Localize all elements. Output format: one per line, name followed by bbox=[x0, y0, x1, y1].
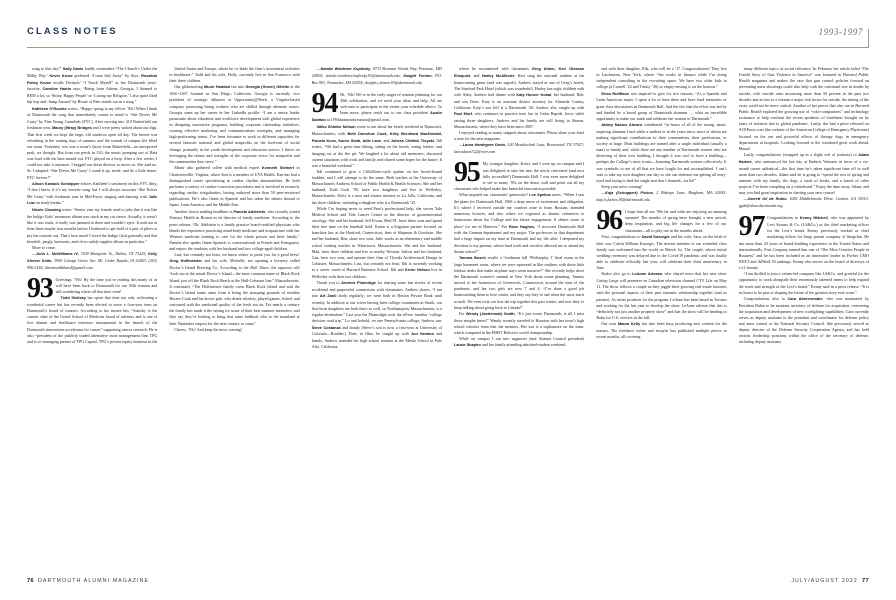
body-text: for sharing some fun stories of recent accidental and purposeful connections with classmates. Andrew shares, “I ran into bbox=[311, 280, 442, 299]
body-text: fairly regularly; we were both in Boston Private Bank until recently. In addition to our wives having been college roommates at Smith, our first-born daughters are both there as well, so Northampton, Massachusetts, is a regular destination.” Last year the Plumridges took the all-too familiar “college decision road trip.” Lo and behold, on one Pennsylvania college, Andrew saw bbox=[311, 293, 442, 324]
body-text: , and bbox=[470, 72, 482, 78]
italic-text: Harvard Public Health bbox=[738, 72, 869, 84]
body-text: Greetings, ’93s! By the time you’re reading this many of us will have been back to Dartmouth for our 30th reunion and still wondering where all that time went! bbox=[55, 276, 158, 295]
paragraph bbox=[312, 206, 442, 280]
body-text: at the ASU+GSV Summit in San Diego, California. Georgia is currently vice president of strategic alliances at Opportunity@Work, a Virginia-based company promoting hiring workers who are skilled through alternate routes. Georgia sums up her career in her LinkedIn profile: “I am a senior leader passionate about education and workforce development with global experience in designing innovative programs, building corporate citizenship initiatives, creating effective marketing and communications strategies, and managing high-performing teams. I’ve been fortunate to work in different capacities for several fantastic national and global nonprofits on the forefront of social change, primarily in the youth development and education sectors. I thrive on leveraging the talents and strengths of the corporate sector for nonprofits and the communities they serve.” bbox=[169, 84, 300, 164]
paragraph bbox=[739, 152, 869, 196]
classmate-name: Laurie Shapiro bbox=[453, 343, 481, 348]
paragraph bbox=[312, 280, 442, 350]
page-footer bbox=[27, 572, 869, 584]
paragraph bbox=[739, 296, 869, 346]
italic-text: Fast Company bbox=[764, 246, 789, 252]
body-text: magazine and makes the case that gun control policies focused on preventing mass shootings could also help curb the continued rise in deaths by suicide; with suicide rates increasing more than 30 percent in the past two decades and access to a firearm a major risk factor for suicide, the timing of the essay could not be more critical. Another of her pieces that also ran in bbox=[738, 78, 869, 108]
body-text: United States and Europe, where he co-leads the firm’s investment activities in healthcare.” Todd and his wife, Holly, currently live in San Francisco with their three children. bbox=[169, 66, 300, 84]
class-year-numeral: 93 bbox=[27, 272, 53, 304]
body-text: recalls Divinyls’ “I Touch Myself” as her Dartmouth years’ favorite. bbox=[27, 79, 158, 92]
paragraph bbox=[454, 130, 584, 142]
classmate-name: Rosalind Fahey Kruse bbox=[27, 73, 158, 85]
classmate-name: —John L. McWilliams IV bbox=[32, 251, 78, 256]
classmate-name: Kathleen O’Rourke bbox=[32, 106, 67, 111]
running-head-tick bbox=[868, 29, 869, 48]
classmate-name: Alison Kowack Schnipper bbox=[32, 181, 80, 186]
body-text: named him one of “The Most Creative People in Business” and he has been included as an innovative leader in bbox=[738, 246, 869, 258]
body-text: Congratulations to bbox=[767, 215, 800, 221]
body-text: Cheers, ’93s! And keep the news coming! bbox=[174, 326, 243, 332]
body-text: in Charlottesville, Virginia, where Ken is a member of UVA Health. Ken has had a distinguished career specializing in cardiac rhythm abnormalities. He both performs a variety of cardiac-correction procedures and is involved in research, regarding cardiac irregularities, having authored more than 50 peer-reviewed publications. He’s also fluent in Spanish and has taken his talents abroad to Spain, Latin America, and the Middle East. bbox=[169, 164, 300, 208]
classmate-name: LeAnne Arteaza bbox=[632, 272, 662, 277]
classmate-name: Adam Harbee bbox=[738, 152, 869, 164]
classmate-name: Austin Sadrian bbox=[311, 111, 442, 123]
body-text: Ildi continued to give a CliffsNotes-style update on her beach-bound buddies, and I will attempt to do the same. Beth teaches at the University of Massachusetts Amherst School of Public Health & Health Sciences. She and her husband, Todd Cook ’95, have two daughters and live in Wellesley, Massachusetts. Kiley is a trust and estates attorney in La Jolla, California, and has three children, including a daughter who is a Dartmouth ’25. bbox=[311, 168, 442, 205]
paragraph bbox=[169, 84, 299, 165]
body-text: , and bbox=[381, 137, 391, 143]
class-secretary-contact bbox=[27, 251, 157, 271]
body-text: and his wife, Sara, on the birth of their son, Calvin William Kasregis. The newest member of our extended class family was welcomed into the world on March 1st. The couple, whose initial wedding ceremony was delayed due to the Covid-19 pandemic and was finally able to celebrate officially last year, will celebrate their third anniversary in June. bbox=[596, 233, 727, 271]
paragraph bbox=[596, 66, 726, 91]
body-text: For bbox=[458, 310, 466, 316]
body-text: ran into bbox=[230, 84, 246, 90]
body-text: I hope that all our ’96s far and wide are enjoying an amazing summer! The months of spring have brought a new arrival, deep inspiration, and big life changes for a few of our classmates—all to play out in the months ahead. bbox=[624, 209, 727, 233]
classmate-name: Cara Abercrombie bbox=[787, 296, 823, 301]
body-text: was inspired to give for two reasons, “As a Spanish and Latin American major, I spent a lot of time there and have fond memories of great class discussions in Dartmouth Hall. And the fact that the effort was led by and funded by a broad group of Dartmouth alumnae … what an incredible opportunity to make our mark and celebrate the women of Dartmouth.” bbox=[596, 90, 727, 121]
body-text: I enjoyed reading so many snippets about classmates. Please share your brief a note for the next magazine. bbox=[453, 130, 585, 142]
italic-text: , 1082 Middlebrooke Drive, Canton, GA 30115; ggdr@alum.dartmouth.org bbox=[738, 196, 869, 209]
class-year-section bbox=[311, 87, 442, 351]
body-text: CMO NEXT and bbox=[738, 252, 869, 264]
italic-text: , 2 Bishops Lane, Bingham, MA 02043; kaja.h.fackes.95@dartmouth.edu bbox=[596, 190, 727, 203]
body-text: 50 rankings. Kenny also serves on the board of directors of e.l.f. beauty. bbox=[738, 258, 869, 271]
classmate-name: Andrew Plumridge bbox=[341, 281, 376, 286]
paragraph bbox=[27, 295, 157, 345]
paragraph bbox=[169, 66, 299, 84]
paragraph bbox=[169, 209, 299, 253]
body-text: has also been busy producing new content for the masses. The freelance writer and essayist has published multiple pieces in recent months, all covering bbox=[596, 321, 727, 340]
body-text: While on campus I ran into supporter (and Alumni Council president) bbox=[458, 336, 585, 342]
folio-right: 77 bbox=[861, 578, 869, 584]
body-text: , who announced his last day at Enduris Ventures in favor of a six-month career sabbatical—the first time he’s taken significant time off in well more than two decades. Adam said he is going to “spend the rest of spring and summer with my family, the dogs, a stack of books, and a bunch of other projects I’ve been compiling on a whiteboard.” Enjoy the time away, Adam, and may you find great inspiration in charting your new course! bbox=[738, 158, 869, 196]
text-column bbox=[739, 66, 869, 558]
class-secretary-contact bbox=[739, 196, 869, 209]
body-text: Lastly, congratulations (wrapped up in a slight veil of jealousy) to bbox=[743, 151, 859, 157]
classmate-name: Kevin Nelson bbox=[405, 268, 430, 273]
body-text: wrote: “Senior year my friends used to joke that it was like the Indigo Girls’ enormous album was stuck in my car stereo. Actually, it wasn’t like it was stuck, it really was jammed in there and wouldn’t eject. It took me at least three maybe four months before I bothered to get hold of a pair of pliers to pry the cassette out. That’s how much I loved the Indigo Girls generally and that heartfelt, jangly, harmonic, and oh-so-subtly-sapphic album in particular.” bbox=[27, 207, 158, 244]
text-column bbox=[169, 66, 299, 558]
italic-text: , 520 Meadowlark Lane, Brentwood, TN 37027; lauradavis722@veer.com bbox=[453, 142, 585, 155]
paragraph bbox=[27, 106, 157, 181]
class-year-numeral: 94 bbox=[311, 87, 338, 119]
classmate-name: Georgia (Green) Gillette bbox=[245, 85, 290, 90]
classmate-name: Greg Alden, Keri Gleason Elmquist bbox=[453, 67, 585, 78]
body-text: Our globetrotting bbox=[174, 84, 205, 90]
paragraph bbox=[596, 321, 726, 340]
classmate-name: Munir Haddad bbox=[204, 85, 231, 90]
paragraph bbox=[169, 327, 299, 333]
running-head bbox=[27, 26, 869, 48]
italic-text: , 8733 Bowman Woods Way, Potomac, MD 20854; natalie.weidener.kuplesky.93@dartmouth.edu; bbox=[311, 66, 442, 78]
class-year-numeral: 95 bbox=[453, 157, 480, 189]
classmate-name: Jon Newton bbox=[410, 332, 434, 337]
italic-text: , 3900 Cottage Grove Ave. SE, Cedar Rapids, IA 52403; (203) 996-2182; dartmouthklass4@gmail.com bbox=[27, 257, 158, 270]
classmate-name: Erica Ruliffson bbox=[601, 91, 630, 96]
class-secretary-contact bbox=[454, 142, 584, 155]
footer-right bbox=[791, 578, 869, 584]
classmate-name: Abbey Nasius Ahearn bbox=[601, 122, 643, 127]
body-text: Thank you to bbox=[316, 280, 342, 286]
classmate-name: Caroline Harris bbox=[42, 87, 72, 92]
body-text: end with their daughter, Ella, who will be a ’27. Congratulations! They live in Larchmont, New York, where “Jen works in finance while I’m doing independent consulting in the recruiting space. We have two older kids in college (a Cornell ’22 and Trinity ’26) so empty-nesting is on the horizon.” bbox=[596, 66, 727, 90]
paragraph bbox=[454, 311, 584, 336]
classmate-name: Pamela Adelstein bbox=[233, 209, 266, 214]
classmate-name: Greg Hoffmeister bbox=[169, 259, 203, 264]
italic-text: , P.O. Box 991, Nantucket, MA 02554; dwight.c.fenton.93@dartmouth.edu bbox=[311, 72, 442, 85]
classmate-name: Paul Morf bbox=[453, 112, 472, 117]
classmate-name: Kenny Mitchell bbox=[799, 216, 828, 221]
class-year-section bbox=[453, 157, 585, 349]
class-year-section bbox=[738, 211, 869, 345]
body-text: notes, “When I saw the plans for Dartmouth Hall, 1969 a deep sense of excitement and obligation. It’s where I received outside my comfort zone to learn Russian, attended numerous lectures, and also where we cogitated as alumni volunteers to brainstorm about the College and the future engagement. It shines sense of place’ for me in Hanover.” For bbox=[453, 192, 585, 229]
body-text: says, “Being from Athens, Georgia, I listened to REM a lot, so ‘Shiny, Happy People’ or ‘Losing my Religion.’ I also quite liked hip hop and ‘Jump Around’ by House of Pain stands out as a song.” bbox=[27, 86, 158, 105]
paragraph bbox=[27, 66, 157, 106]
footer-issue-date: JULY/AUGUST 2022 bbox=[791, 578, 858, 584]
italic-text: , 7439 Marquette St., Dallas, TX 75225; bbox=[77, 250, 149, 256]
body-text: , “I associate Dartmouth Hall with the German department and my major. The professors in that department had a huge impact on my time at Dartmouth and my life after. I deepened my devotion to my parents, whose hard work and sacrifice allowed me to attend my dream school!” bbox=[453, 223, 585, 254]
classmate-name: Ildiko Shinkle Nelson bbox=[316, 124, 356, 129]
body-text: will premiere on Canadian television channel CTV Life on May 11. The show follows a couple as they juggle their growing real estate business with the personal aspects of their past romantic relationship together (and as parents). As series producer for the program, LeAnne has been based in Toronto and working for the last year to develop the show. LeAnne advises that this is “definitely not just another property show” and that the show will be heading to Roku for U.S. viewers in the fall. bbox=[596, 278, 727, 320]
body-text: , who continues to practice trust law in Cedar Rapids, Iowa, while raising three daughters. Andrew and his family are still living in Sharon, Massachusetts, where they have been since 2007. bbox=[453, 111, 585, 130]
paragraph bbox=[454, 66, 584, 130]
paragraph bbox=[739, 271, 869, 296]
classmate-name: Maury (Wray) Bridges bbox=[51, 125, 92, 130]
classmate-name: —Kaja (Schuppert) Pickus bbox=[601, 191, 653, 196]
body-text: and I were pretty stoked about our digs. That first week we kept the large, old windows open all day. The breeze was refreshing in the waning days of summer, and the sounds of campus life filled our room. Fraternity row was a stone’s throw from Butterfield—an unexpected perk, we thought. But from our perch in 310, the music pumping out of Beta was loud with the bass maxed out. FYC played on a loop. After a few weeks, I could not take it anymore. I begged our dorm director to move us. She said no. So I adapted: ‘She Drives Me Crazy’ I crank it up, smile, and do a little dance. FYC forever!” bbox=[27, 124, 158, 180]
classmate-name: Art Zanll bbox=[319, 294, 337, 299]
text-column bbox=[312, 66, 442, 558]
classmate-name: Katy Horner Kobal bbox=[516, 92, 552, 97]
footer-publication-name: DARTMOUTH ALUMNI MAGAZINE bbox=[38, 578, 150, 584]
italic-text: Listing Large bbox=[596, 278, 619, 284]
body-text: Hi, ’94s! We’re in the early stages of reunion planning for our 30th celebration, and we need your ideas and help. All are welcome to participate to the extent your schedule allows. To learn more, please reach out to our class president bbox=[340, 91, 442, 116]
classmate-name: Maura Kelly bbox=[617, 322, 641, 327]
classmate-name: David Kasregis bbox=[641, 234, 670, 239]
body-text: Munir also gathered coffee with medical expert bbox=[174, 164, 262, 170]
body-text: , who was appointed by Levi Strauss & Co. (LS&Co.) as the chief marketing officer for the Levi’s brand. Kenny previously worked as chief marketing officer for Snap, parent company of Snapchat. He has more than 20 years of brand-building experience in the United States and internationally. bbox=[738, 215, 869, 252]
paragraph bbox=[454, 192, 584, 255]
footer-left bbox=[27, 578, 149, 584]
running-head-rule bbox=[27, 47, 869, 48]
body-text: explored the growing use of “robo-companions” and technology assistance to help confront the recent epidemic of loneliness brought on by years of isolation due to global pandemic. Lastly, she had a piece released on ACEPnow.com (the website of the American College of Emergency Physicians) focused on the use and powerful effects of therapy dogs in emergency departments at hospitals. Looking forward to the continued great work ahead, Maura! bbox=[738, 108, 869, 151]
classmate-name: Julie Low bbox=[27, 194, 158, 206]
folio-left: 76 bbox=[27, 578, 35, 584]
classmate-name: Sally Davis bbox=[62, 67, 84, 71]
body-text: at 1994dartmouthreunion@gmail.com. bbox=[325, 117, 390, 123]
body-text: , who recently joined Primary Health in Boston as its director of family medicine. According to the press release, “Dr. Adelstein is a family practice board-certified physician who blends her experience practicing mind-body medicine and acupuncture with her Western medicine training to care for the whole person and their family.” Pamela also speaks fluent Spanish, is conversational in French and Portuguese, and enjoys the outdoors with her husband and two college-aged children. bbox=[169, 208, 300, 252]
paragraph bbox=[596, 271, 726, 321]
paragraph bbox=[739, 66, 869, 152]
body-text: , the taproom will “look out at the actual Doctor’s Island—the more common name of Black Rock Island, just off the Black Rock Beach at the Hull-Cohasset line.” Massachusetts. It continued, “The Hoffmeister family owns Black Rock Island and said the Doctor’s Island name came from it being the stomping grounds of resident Horace Cook and his doctor pals, who drank whiskey, played games, fished, and carroused with the medicinal quality of the fresh sea air. For nearly a century the family has made it the setting for some of their best summer memories, and they say they’re looking to bring that same laidback vibe to the mainland at their Nantasket outpost for the next century to come.” bbox=[169, 265, 300, 326]
body-text: and family. Andrew attended his high school reunion at the Menlo School in Palo Alto, California, bbox=[311, 331, 442, 350]
italic-text: Harvard Public Health bbox=[738, 102, 869, 114]
paragraph bbox=[312, 169, 442, 206]
classmate-name: Kelly Shriver Kolts bbox=[27, 251, 158, 263]
text-column bbox=[454, 66, 584, 558]
body-text: Kudos also go to bbox=[601, 271, 633, 277]
body-text: More to come. bbox=[32, 244, 56, 250]
paragraph bbox=[27, 207, 157, 245]
body-text: contributed “in honor of all of the strong, smart, inspiring alumnae I met while a student or in the years since, most of whom are making significant contributions to their communities, their professions, or society at large. Most buildings are named after a single individual (usually a man) or family and, while there are any number of Dartmouth women who are deserving of their own building, I thought it was cool to have a building—perhaps the College’s most iconic—honoring Dartmouth women collectively. It was symbolic to me of all that we have fought for and accomplished. I can’t wait to take my own daughter one day so she can embrace me getting all teary-eyed and trying to find the single seat that I donated—ha ha!” bbox=[596, 121, 727, 183]
class-secretary-contact bbox=[596, 190, 726, 203]
class-year-numeral: 97 bbox=[738, 211, 765, 243]
body-text: First, congratulations to bbox=[601, 233, 642, 239]
body-text: , her husband, Rob, and son Drew. Katy is an assistant district attorney for Alameda County, California. Katy’s son Jeff is a Dartmouth ’26. Andrew also caught up with bbox=[453, 91, 585, 110]
classmate-name: —Laura Hardegree Davis bbox=[458, 143, 506, 148]
classmate-name: Dwight Fenton bbox=[403, 73, 432, 78]
body-text: and her family attending admitted-student weekend, bbox=[480, 342, 567, 348]
paragraph bbox=[596, 234, 726, 272]
body-text: recalls a “freshman fall ‘Philosophy 1’ final exam in the large basement room, where we were squeezed in like sardines with those little foldout desks that make airplane trays seem massive!” She recently helps drive the Dartmouth women’s summit in New York about estate planning. Tammy moved to her hometown of Greenwich, Connecticut, around the time of the pandemic, and her two girls are now 7 and 4. “I’ve done a good job brainwashing them to love winter, and they say they’re sad when the snow starts to melt. We even took our first ski trip together this past winter, and now they’re keep talking about going back to Canada!” bbox=[453, 254, 585, 310]
column-grid bbox=[27, 66, 869, 558]
paragraph bbox=[27, 181, 157, 208]
body-text: song to this day!” bbox=[32, 66, 63, 71]
classmate-name: Kenneth Steinert bbox=[261, 165, 295, 170]
body-text: and family (Steve’s son is now a first-year at University of Colorado—Boulder.) Then, in Ohio, he caught up with bbox=[311, 324, 442, 337]
body-text: . Keri sang the national anthem at the homecoming game (and was superb). Andrew stayed at one of Greg’s hotels, The Stanford Park Hotel (which was wonderful). Harley has eight children with wife Abby. Andrew had dinner with bbox=[453, 72, 585, 97]
classmate-name: Todd Sisitsky bbox=[60, 296, 86, 301]
body-text: on study breaks.” bbox=[34, 200, 64, 206]
classmate-name: Nicole Clausing bbox=[32, 208, 61, 213]
body-text: , who shared news that her new show bbox=[661, 271, 727, 277]
text-column bbox=[27, 66, 157, 558]
classmate-name: Harley McAllister bbox=[481, 73, 515, 78]
paragraph bbox=[454, 255, 584, 311]
body-text: writes, “Happy spring to my fellow ’92s! When I think of Dartmouth the song that immediately comes to mind is ‘She Drives Me Crazy’ by Fine Young Cannibals (FYC). After moving into 310 Butterfield our freshman year, bbox=[27, 105, 158, 130]
body-text: wrote to me about her beach weekend in Nantucket, Massachusetts, with bbox=[311, 123, 442, 136]
body-text: , “It’s just iconic Dartmouth, is all. I miss those simpler times!” Wendy recently traveled to Houston with her town’s high school robotics team that she mentors. Her son is a sophomore on the team, which competed in the FIRST Robotics world championship. bbox=[453, 310, 585, 335]
italic-text: Hull Times bbox=[250, 265, 269, 271]
classmate-name: Kevin Kruse bbox=[49, 73, 73, 78]
classmate-name: Beth Donohoe Cook, Kiley Bernhard MacDonald, Pamela Kunz, Karen Staib, Adle Lane bbox=[311, 131, 442, 143]
text-column bbox=[596, 66, 726, 558]
body-text: , who was nominated by President Biden to be assistant secretary of defense for acquisition, overseeing the acquisition and development of new warfighting capabilities. Cara currently serves as deputy assistant to the president and coordinator for defense policy and arms control at the National Security Council. She previously served as deputy director of the Defense Security Cooperation Agency and has held various leadership positions within the office of the secretary of defense, including deputy assistant bbox=[738, 295, 869, 345]
running-head-year-range: 1993-1997 bbox=[818, 27, 863, 37]
body-text: . Ildi writes, “We had a great time biking, sitting on the beach, eating lobster, and hanging out at the fire pit. We laughed a lot about old memories, discussed current situations with work and family, and shared some hopes for the future. It was a beautiful weekend.” bbox=[311, 137, 442, 168]
body-text: What inspired our classmates’ generosity? bbox=[458, 192, 530, 198]
body-text: has spent that time not only cultivating a wonderful career but has recently been elected to serve a four-year term on Dartmouth’s board of trustees. According to his trustee bio, “Sisitsky is the current chair of the Geisel School of Medicine board of advisers and is one of five alumni and healthcare investors instrumental in the launch of the Dartmouth innovations accelerator for cancer” supporting cancer research. He is also “president of the publicly traded alternative asset management firm TPG and is co-managing partner of TPG Capital, TPG’s private equity business in the bbox=[27, 295, 158, 344]
classmate-name: Rose Hughes bbox=[508, 224, 535, 229]
italic-text: AdWeek bbox=[757, 258, 771, 264]
paragraph bbox=[169, 165, 299, 209]
class-year-numeral: 96 bbox=[596, 205, 622, 237]
body-text: preferred “Coma Sail Away” by Styx. bbox=[72, 72, 142, 78]
body-text: fondly remembers “The Church’s Under the Milky Way.’ bbox=[27, 66, 158, 78]
body-text: Last, but certainly not least, we know where to point you for a good brew! bbox=[174, 252, 300, 258]
running-head-title: CLASS NOTES bbox=[27, 26, 118, 37]
classmate-name: Steve Costanza bbox=[311, 325, 341, 330]
body-text: where he reconnected with classmates bbox=[458, 66, 532, 71]
body-text: live in Wellesley with their two children. bbox=[311, 267, 442, 279]
body-text: Congratulations also to bbox=[743, 295, 788, 301]
body-text: and his wife, Michelle, are opening a brewery called Doctor’s Island Brewing Co. According to the bbox=[169, 258, 300, 271]
body-text: Another doctor making headlines is bbox=[174, 208, 234, 214]
class-year-section bbox=[596, 205, 727, 340]
paragraph bbox=[596, 122, 726, 184]
class-secretary-contact bbox=[312, 66, 442, 86]
classmate-name: Tamara Busch bbox=[458, 255, 486, 260]
class-year-section bbox=[27, 272, 158, 345]
paragraph bbox=[454, 336, 584, 349]
classmate-name: —Natalie Weidener Kuplesky bbox=[316, 67, 371, 71]
body-text: “I am thrilled to join a values-led company like LS&Co. and grateful for the opportunity to work alongside their enormously talented teams to help expand the reach and strength of the Levi’s brand,” Kenny said in a press release. “It is an honor to be part of shaping the future of the greatest story ever worn.” bbox=[738, 271, 869, 295]
italic-text: Forbes bbox=[846, 252, 859, 258]
body-text: Keep your news coming! bbox=[601, 184, 643, 190]
body-text: many different topics of social relevance. In February her article titled “The Untold Story of Gun Violence in America” was featured in bbox=[738, 66, 869, 78]
body-text: Our own bbox=[601, 321, 618, 327]
paragraph bbox=[169, 252, 299, 326]
paragraph bbox=[312, 124, 442, 169]
classmate-name: Julissa Chittick Tloyaki bbox=[390, 138, 434, 143]
body-text: echoes Kathleen’s sentiment on this FYC ditty, “I don’t know if it’s my favorite song, but I will always associate ‘She Drives Me Crazy’ with freshman year in Mid-Fayer, singing and dancing with bbox=[27, 180, 158, 199]
classmate-name: Lee Spelios bbox=[529, 193, 551, 198]
paragraph bbox=[596, 91, 726, 122]
classmate-name: —Garrett Gil de Rubio bbox=[743, 197, 787, 202]
classmate-name: Wendy (Jastremski) Smith bbox=[465, 311, 515, 316]
body-text: While I’m hoping never to need Pam’s professional help, she serves Yale Medical School and Yale Cancer Center as the director of gastrointestinal oncology. She and her husband, Jeff Kwan, Med’01, have three sons and spend their free time on the baseball field. Karen is a litigation partner focused on franchise law at the Hartford, Connecticut, firm of Shipman & Goodwin. She and her husband, Ben, share two sons. Julie works as an elementary and middle school reading teacher in Watertown, Massachusetts. She and her husband, Matt, have three children and live in nearby Newton. Julissa and her husband, Can, have two sons, and operate their firm of Tlyoaki Architectural Design in Cohasset, Massachusetts. Last, but certainly not least, Ildi is currently working as a career coach at Harvard Business School. Ildi and bbox=[311, 205, 442, 273]
body-text: My younger daughter, Kristi, and I were up on campus and I was delighted to take her into the newly renovated (and now fully accessible!) Dartmouth Hall. I was even more delighted to see so many ’95s on the donor wall and point out all my classmates who helped make this beautiful renovation possible. bbox=[453, 161, 585, 191]
